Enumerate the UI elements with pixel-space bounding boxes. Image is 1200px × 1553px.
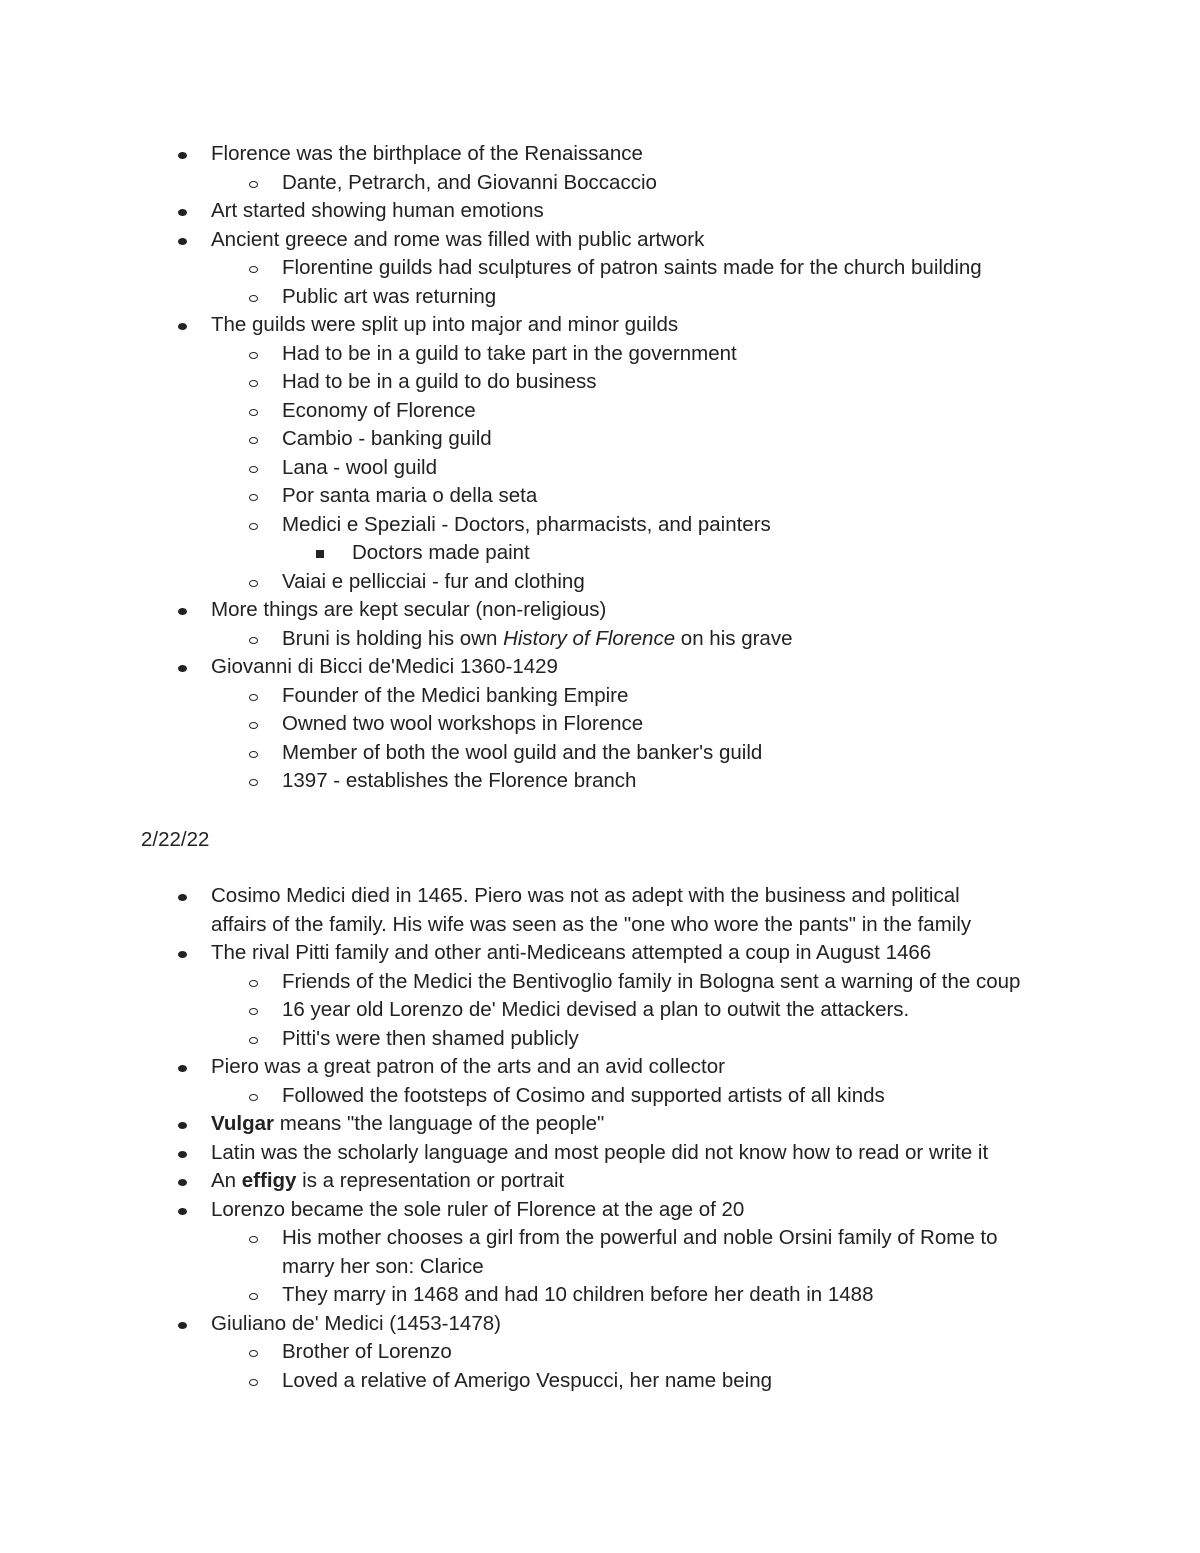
hollow-bullet-icon: [249, 181, 258, 188]
hollow-bullet-icon: [249, 352, 258, 359]
bold-term: effigy: [241, 1169, 297, 1192]
square-bullet-icon: [316, 550, 324, 558]
hollow-bullet-icon: [249, 980, 258, 987]
hollow-bullet-icon: [249, 580, 258, 587]
list-item-text: Florentine guilds had sculptures of patron saints made for the church building: [282, 256, 982, 279]
hollow-bullet-icon: [249, 751, 258, 758]
list-item-text: marry her son: Clarice: [282, 1254, 484, 1278]
bullet-icon: [178, 238, 187, 245]
text-run: is a representation or portrait: [296, 1169, 565, 1192]
list-item-text: Followed the footsteps of Cosimo and supported artists of all kinds: [282, 1083, 885, 1107]
hollow-bullet-icon: [249, 1350, 258, 1357]
bullet-icon: [178, 1122, 187, 1129]
hollow-bullet-icon: [249, 437, 258, 444]
hollow-bullet-icon: [249, 694, 258, 701]
list-item-text: 16 year old Lorenzo de' Medici devised a plan to outwit the attackers.: [282, 998, 910, 1021]
list-item-text: Doctors made paint: [352, 541, 530, 564]
bullet-icon: [178, 1208, 187, 1215]
list-item-text: Art started showing human emotions: [211, 199, 544, 222]
list-item-text: [211, 1167, 564, 1195]
list-item-text: affairs of the family. His wife was seen as the "one who wore the pants" in the family: [211, 912, 972, 936]
hollow-bullet-icon: [249, 295, 258, 302]
list-item-text: Lorenzo became the sole ruler of Florence at the age of 20: [211, 1197, 745, 1221]
hollow-bullet-icon: [249, 523, 258, 530]
list-item-text: Medici e Speziali - Doctors, pharmacists, and painters: [282, 512, 771, 536]
hollow-bullet-icon: [249, 779, 258, 786]
bullet-icon: [178, 323, 187, 330]
hollow-bullet-icon: [249, 494, 258, 501]
hollow-bullet-icon: [249, 1037, 258, 1044]
list-item-text: Latin was the scholarly language and most people did not know how to read or write it: [211, 1140, 989, 1164]
list-item-text: The guilds were split up into major and minor guilds: [211, 313, 679, 336]
list-item-text: Florence was the birthplace of the Renaissance: [211, 142, 643, 165]
list-item-text: Friends of the Medici the Bentivoglio family in Bologna sent a warning of the coup: [282, 969, 1021, 993]
list-item-text: Piero was a great patron of the arts and an avid collector: [211, 1055, 725, 1078]
bullet-icon: [178, 152, 187, 159]
list-item-text: Had to be in a guild to take part in the government: [282, 341, 737, 365]
hollow-bullet-icon: [249, 1094, 258, 1101]
list-item-text: Owned two wool workshops in Florence: [282, 712, 644, 735]
list-item-text: Economy of Florence: [282, 398, 476, 422]
list-item-text: Giovanni di Bicci de'Medici 1360-1429: [211, 655, 558, 678]
hollow-bullet-icon: [249, 266, 258, 273]
bullet-icon: [178, 209, 187, 216]
hollow-bullet-icon: [249, 722, 258, 729]
list-item-text: More things are kept secular (non-religious): [211, 598, 607, 621]
bullet-icon: [178, 951, 187, 958]
text-run: An: [211, 1169, 242, 1192]
bullet-icon: [178, 1151, 187, 1158]
hollow-bullet-icon: [249, 1008, 258, 1015]
bold-term: Vulgar: [211, 1112, 275, 1135]
list-item-text: Ancient greece and rome was filled with public artwork: [211, 227, 705, 251]
text-run: means "the language of the people": [274, 1112, 605, 1135]
bullet-icon: [178, 1065, 187, 1072]
bullet-icon: [178, 1179, 187, 1186]
list-item-text: The rival Pitti family and other anti-Mediceans attempted a coup in August 1466: [211, 941, 932, 964]
list-item-text: Member of both the wool guild and the banker's guild: [282, 740, 763, 764]
list-item-text: They marry in 1468 and had 10 children before her death in 1488: [282, 1283, 874, 1306]
hollow-bullet-icon: [249, 380, 258, 387]
list-item-text: His mother chooses a girl from the powerful and noble Orsini family of Rome to: [282, 1226, 998, 1249]
text-run: Bruni is holding his own: [282, 626, 504, 650]
list-item-text: Brother of Lorenzo: [282, 1340, 452, 1363]
list-item-text: [211, 1110, 604, 1138]
italic-title: History of Florence: [503, 626, 676, 650]
bullet-icon: [178, 1322, 187, 1329]
list-item-text: Por santa maria o della seta: [282, 484, 538, 507]
list-item-text: Founder of the Medici banking Empire: [282, 683, 629, 707]
list-item-text: 1397 - establishes the Florence branch: [282, 769, 637, 792]
bullet-icon: [178, 894, 187, 901]
text-run: on his grave: [675, 626, 793, 650]
list-item-text: Loved a relative of Amerigo Vespucci, her name being: [282, 1368, 773, 1392]
list-item-text: Giuliano de' Medici (1453-1478): [211, 1311, 501, 1335]
date-heading: 2/22/22: [141, 828, 210, 851]
hollow-bullet-icon: [249, 1379, 258, 1386]
bullet-icon: [178, 608, 187, 615]
hollow-bullet-icon: [249, 637, 258, 644]
hollow-bullet-icon: [249, 466, 258, 473]
list-item-text: Had to be in a guild to do business: [282, 370, 597, 393]
list-item-text: [282, 625, 792, 653]
list-item-text: Cambio - banking guild: [282, 427, 492, 450]
hollow-bullet-icon: [249, 1293, 258, 1300]
list-item-text: Lana - wool guild: [282, 455, 437, 479]
list-item-text: Dante, Petrarch, and Giovanni Boccaccio: [282, 170, 657, 194]
list-item-text: Pitti's were then shamed publicly: [282, 1026, 579, 1050]
hollow-bullet-icon: [249, 409, 258, 416]
bullet-icon: [178, 665, 187, 672]
hollow-bullet-icon: [249, 1236, 258, 1243]
list-item-text: Cosimo Medici died in 1465. Piero was not as adept with the business and political: [211, 884, 960, 907]
list-item-text: Public art was returning: [282, 284, 497, 308]
list-item-text: Vaiai e pellicciai - fur and clothing: [282, 569, 585, 593]
